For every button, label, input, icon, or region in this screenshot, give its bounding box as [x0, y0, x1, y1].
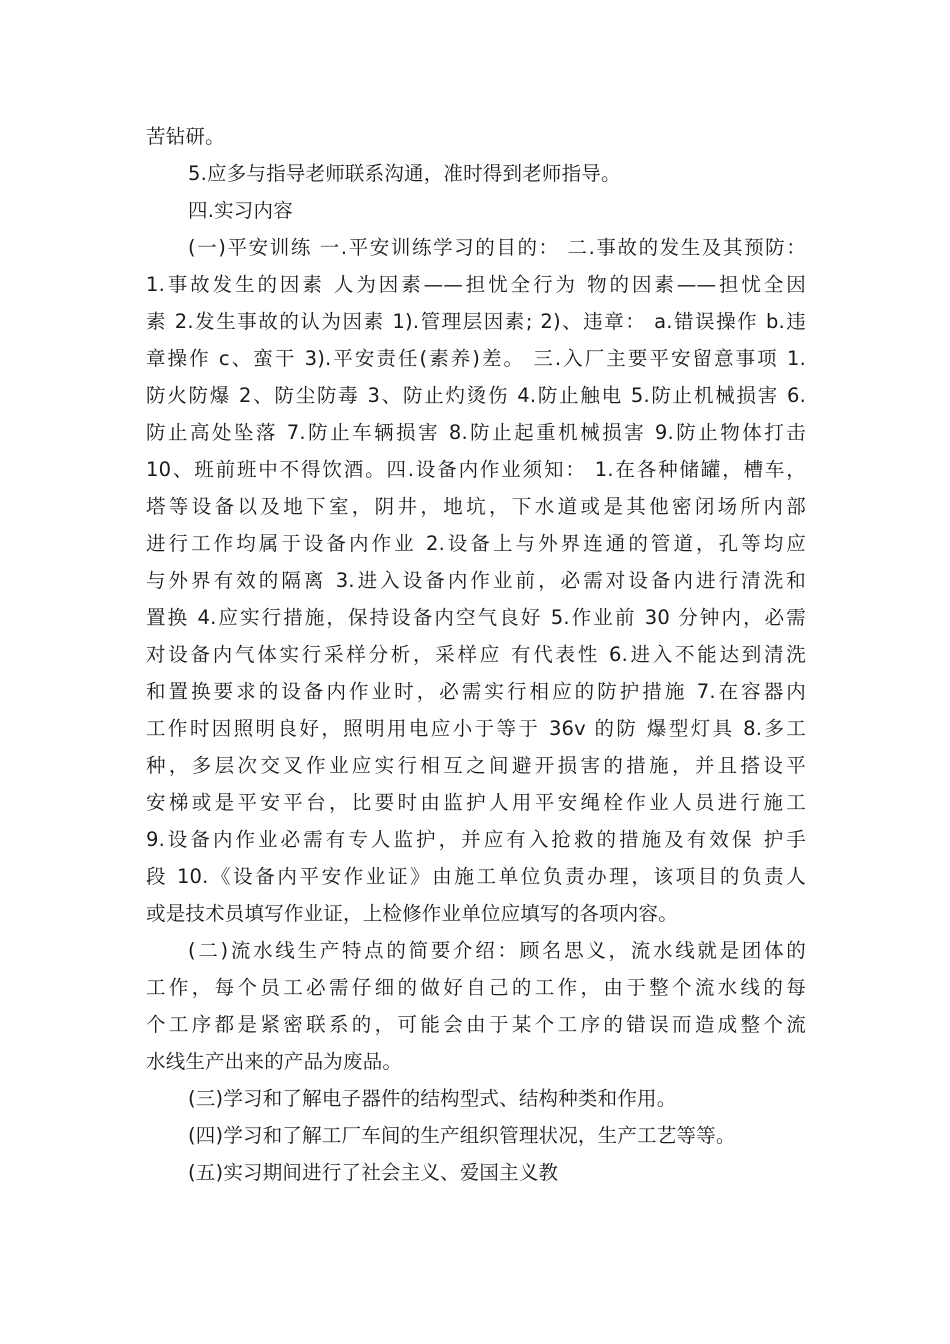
text-line: 防火防爆 2、防尘防毒 3、防止灼烫伤 4.防止触电 5.防止机械损害 6. [146, 384, 806, 407]
text-line: 种，多层次交叉作业应实行相互之间避开损害的措施，并且搭设平 [146, 754, 806, 777]
text-line: 工作时因照明良好，照明用电应小于等于 36v 的防 爆型灯具 8.多工 [146, 717, 806, 740]
text-line: 进行工作均属于设备内作业 2.设备上与外界连通的管道，孔等均应 [146, 532, 806, 555]
text-line: 塔等设备以及地下室，阴井，地坑，下水道或是其他密闭场所内部 [146, 495, 806, 518]
text-line: (一)平安训练 一.平安训练学习的目的： 二.事故的发生及其预防： [188, 236, 806, 259]
text-line: (二)流水线生产特点的简要介绍：顾名思义，流水线就是团体的 [188, 939, 807, 962]
section-heading: 四.实习内容 [188, 199, 293, 222]
text-line: 个工序都是紧密联系的，可能会由于某个工序的错误而造成整个流 [146, 1013, 806, 1036]
text-line: 防止高处坠落 7.防止车辆损害 8.防止起重机械损害 9.防止物体打击 [146, 421, 806, 444]
text-line: 安梯或是平安平台，比要时由监护人用平安绳栓作业人员进行施工 [146, 791, 806, 814]
text-line: 置换 4.应实行措施，保持设备内空气良好 5.作业前 30 分钟内，必需 [146, 606, 806, 629]
text-line: 10、班前班中不得饮酒。四.设备内作业须知： 1.在各种储罐，槽车， [146, 458, 806, 481]
text-line: (五)实习期间进行了社会主义、爱国主义教 [188, 1161, 559, 1184]
text-line: (三)学习和了解电子器件的结构型式、结构种类和作用。 [188, 1087, 677, 1110]
text-line: 章操作 c、蛮干 3).平安责任(素养)差。 三.入厂主要平安留意事项 1. [146, 347, 806, 370]
text-line: 段 10.《设备内平安作业证》由施工单位负责办理，该项目的负责人 [146, 865, 806, 888]
text-line: 苦钻研。 [146, 125, 225, 148]
text-line: 工作，每个员工必需仔细的做好自己的工作，由于整个流水线的每 [146, 976, 806, 999]
text-line: 5.应多与指导老师联系沟通，准时得到老师指导。 [188, 162, 621, 185]
text-line: (四)学习和了解工厂车间的生产组织管理状况，生产工艺等等。 [188, 1124, 736, 1147]
text-line: 或是技术员填写作业证，上检修作业单位应填写的各项内容。 [146, 902, 678, 925]
text-line: 和置换要求的设备内作业时，必需实行相应的防护措施 7.在容器内 [146, 680, 806, 703]
text-line: 9.设备内作业必需有专人监护，并应有入抢救的措施及有效保 护手 [146, 828, 806, 851]
text-line: 与外界有效的隔离 3.进入设备内作业前，必需对设备内进行清洗和 [146, 569, 806, 592]
text-line: 对设备内气体实行采样分析，采样应 有代表性 6.进入不能达到清洗 [146, 643, 806, 666]
text-line: 素 2.发生事故的认为因素 1).管理层因素; 2)、违章： a.错误操作 b.违 [146, 310, 806, 333]
text-line: 1.事故发生的因素 人为因素——担忧全行为 物的因素——担忧全因 [146, 273, 806, 296]
text-line: 水线生产出来的产品为废品。 [146, 1050, 403, 1073]
